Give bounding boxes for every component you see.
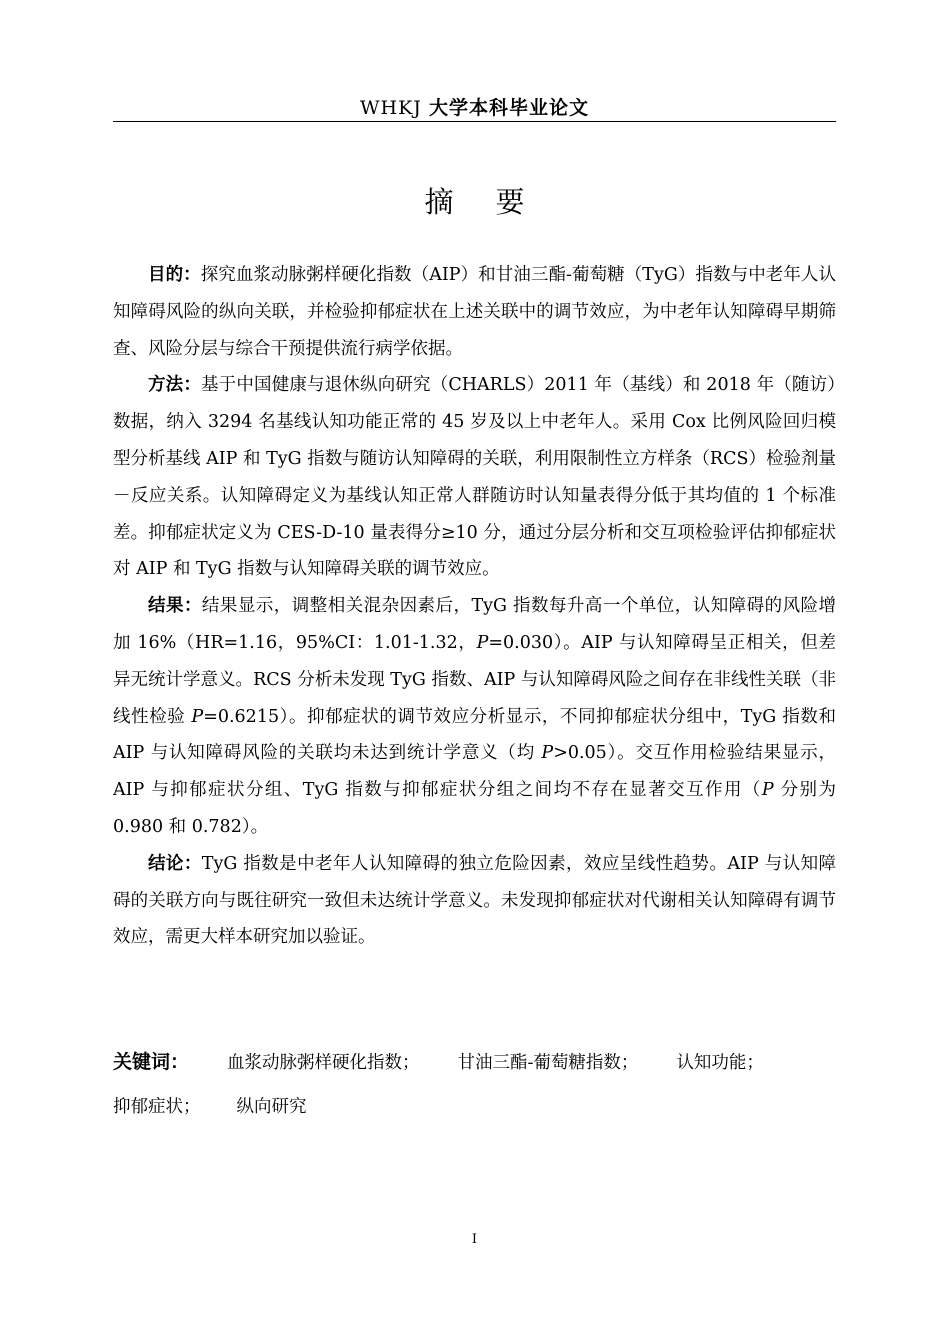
objective-label: 目的： bbox=[148, 265, 201, 285]
results-p-symbol-1: P bbox=[476, 632, 489, 653]
keyword-item: 认知功能； bbox=[676, 1053, 764, 1073]
results-p-symbol-2: P bbox=[191, 706, 204, 727]
abstract-objective bbox=[113, 257, 836, 367]
methods-label: 方法： bbox=[148, 375, 202, 396]
results-p-symbol-4: P bbox=[761, 780, 774, 801]
header-rule bbox=[113, 121, 836, 122]
objective-text: 探究血浆动脉粥样硬化指数（AIP）和甘油三酯-葡萄糖（TyG）指数与中老年人认知障碍风险的纵向关联，并检验抑郁症状在上述关联中的调节效应，为中老年认知障碍早期筛查、风险分层与综合干预提供流行病学依据。 bbox=[113, 265, 837, 359]
results-label: 结果： bbox=[148, 596, 202, 617]
keywords-row-1 bbox=[113, 1040, 836, 1085]
abstract-results bbox=[113, 588, 836, 846]
keyword-item: 纵向研究 bbox=[236, 1097, 307, 1117]
conclusion-label: 结论： bbox=[148, 853, 202, 874]
keywords-row-2 bbox=[113, 1085, 836, 1129]
header-title: 大学本科毕业论文 bbox=[428, 97, 589, 119]
page-title: 摘要 bbox=[424, 185, 567, 219]
conclusion-text: TyG 指数是中老年人认知障碍的独立危险因素，效应呈线性趋势。AIP 与认知障碍的关联方向与既往研究一致但未达统计学意义。未发现抑郁症状对代谢相关认知障碍有调节效应，需更大样本研究加以验证。 bbox=[113, 853, 836, 948]
keyword-item: 抑郁症状； bbox=[113, 1097, 201, 1117]
keywords-section bbox=[113, 1040, 836, 1129]
results-p-symbol-3: P bbox=[541, 743, 554, 764]
results-text-1: 结果显示，调整相关混杂因素后，TyG 指数每升高一个单位，认知障碍的风险增加 16%（HR=1.16，95%CI：1.01-1.32， bbox=[113, 596, 837, 653]
header-latin: WHKJ bbox=[360, 97, 422, 119]
abstract-body bbox=[113, 257, 836, 956]
running-header bbox=[113, 93, 836, 120]
results-text-2: =0.030）。AIP 与认知障碍呈正相关，但差异无统计学意义。RCS 分析未发现 TyG 指数、AIP 与认知障碍风险之间存在非线性关联（非线性检验 bbox=[113, 632, 836, 727]
keywords-label: 关键词： bbox=[113, 1051, 190, 1073]
abstract-methods bbox=[113, 367, 836, 588]
results-text-4: >0.05）。交互作用检验结果显示，AIP 与抑郁症状分组、TyG 指数与抑郁症状分组之间均不存在显著交互作用（ bbox=[113, 743, 836, 801]
methods-text: 基于中国健康与退休纵向研究（CHARLS）2011 年（基线）和 2018 年（随访）数据，纳入 3294 名基线认知功能正常的 45 岁及以上中老年人。采用 Cox 比例风险回归模型分析基线 AIP 和 TyG 指数与随访认知障碍的关联，利用限制性立方样条（RCS）检验剂量－反应关系。认知障碍定义为基线认知正常人群随访时认知量表得分低于其均值的 1 个标准差。抑郁症状定义为 CES-D-10 量表得分≥10 分，通过分层分析和交互项检验评估抑郁症状对 AIP 和 TyG 指数与认知障碍关联的调节效应。 bbox=[113, 375, 836, 580]
page-number: I bbox=[471, 1232, 478, 1247]
keyword-item: 血浆动脉粥样硬化指数； bbox=[227, 1053, 420, 1073]
results-text-3: =0.6215）。抑郁症状的调节效应分析显示，不同抑郁症状分组中，TyG 指数和 AIP 与认知障碍风险的关联均未达到统计学意义（均 bbox=[113, 706, 836, 764]
abstract-conclusion bbox=[113, 846, 836, 956]
results-text-5: 分别为 0.980 和 0.782）。 bbox=[113, 780, 836, 837]
keyword-item: 甘油三酯-葡萄糖指数； bbox=[457, 1053, 639, 1073]
